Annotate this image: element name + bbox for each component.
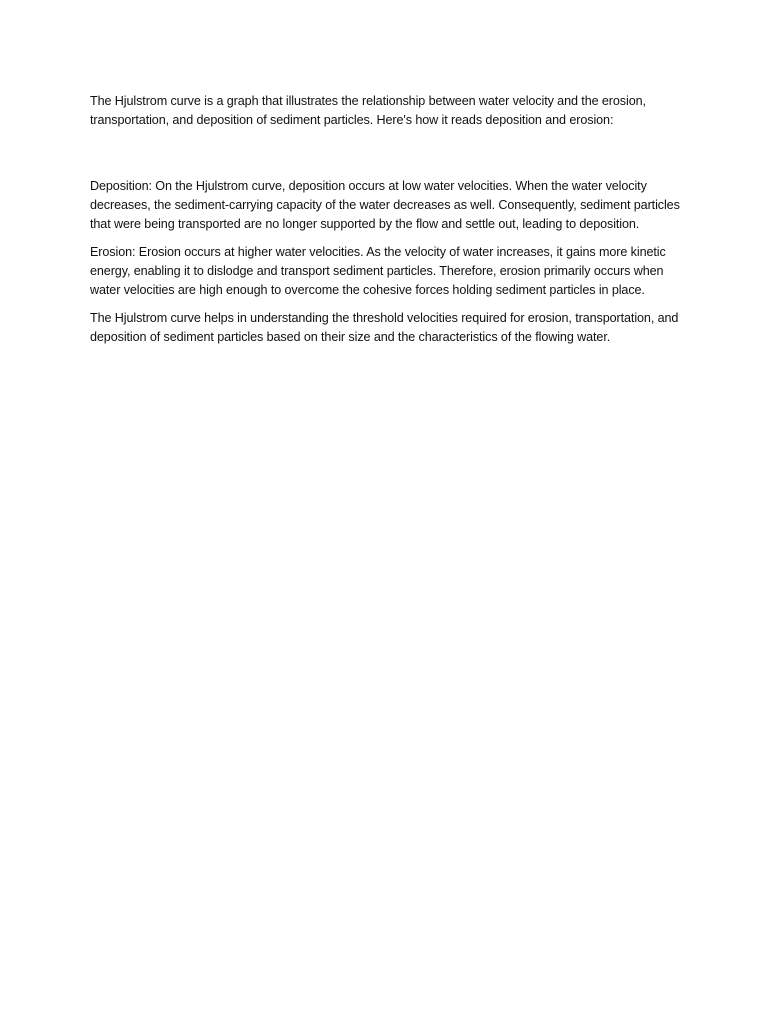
- deposition-paragraph: Deposition: On the Hjulstrom curve, deposition occurs at low water velocities. When the water velocity decreases, the sediment-carrying capacity of the water decreases as well. Consequently, sediment particles that were being transported are no longer supported by the flow and settle out, leading to deposition.: [90, 179, 680, 231]
- document-body: [90, 92, 686, 347]
- intro-paragraph: The Hjulstrom curve is a graph that illustrates the relationship between water velocity and the erosion, transportation, and deposition of sediment particles. Here's how it reads deposition and erosion:: [90, 94, 646, 127]
- summary-paragraph: The Hjulstrom curve helps in understanding the threshold velocities required for erosion, transportation, and deposition of sediment particles based on their size and the characteristics of the flowing water.: [90, 311, 679, 344]
- erosion-paragraph: Erosion: Erosion occurs at higher water velocities. As the velocity of water increases, it gains more kinetic energy, enabling it to dislodge and transport sediment particles. Therefore, erosion primarily occurs when water velocities are high enough to overcome the cohesive forces holding sediment particles in place.: [90, 245, 666, 297]
